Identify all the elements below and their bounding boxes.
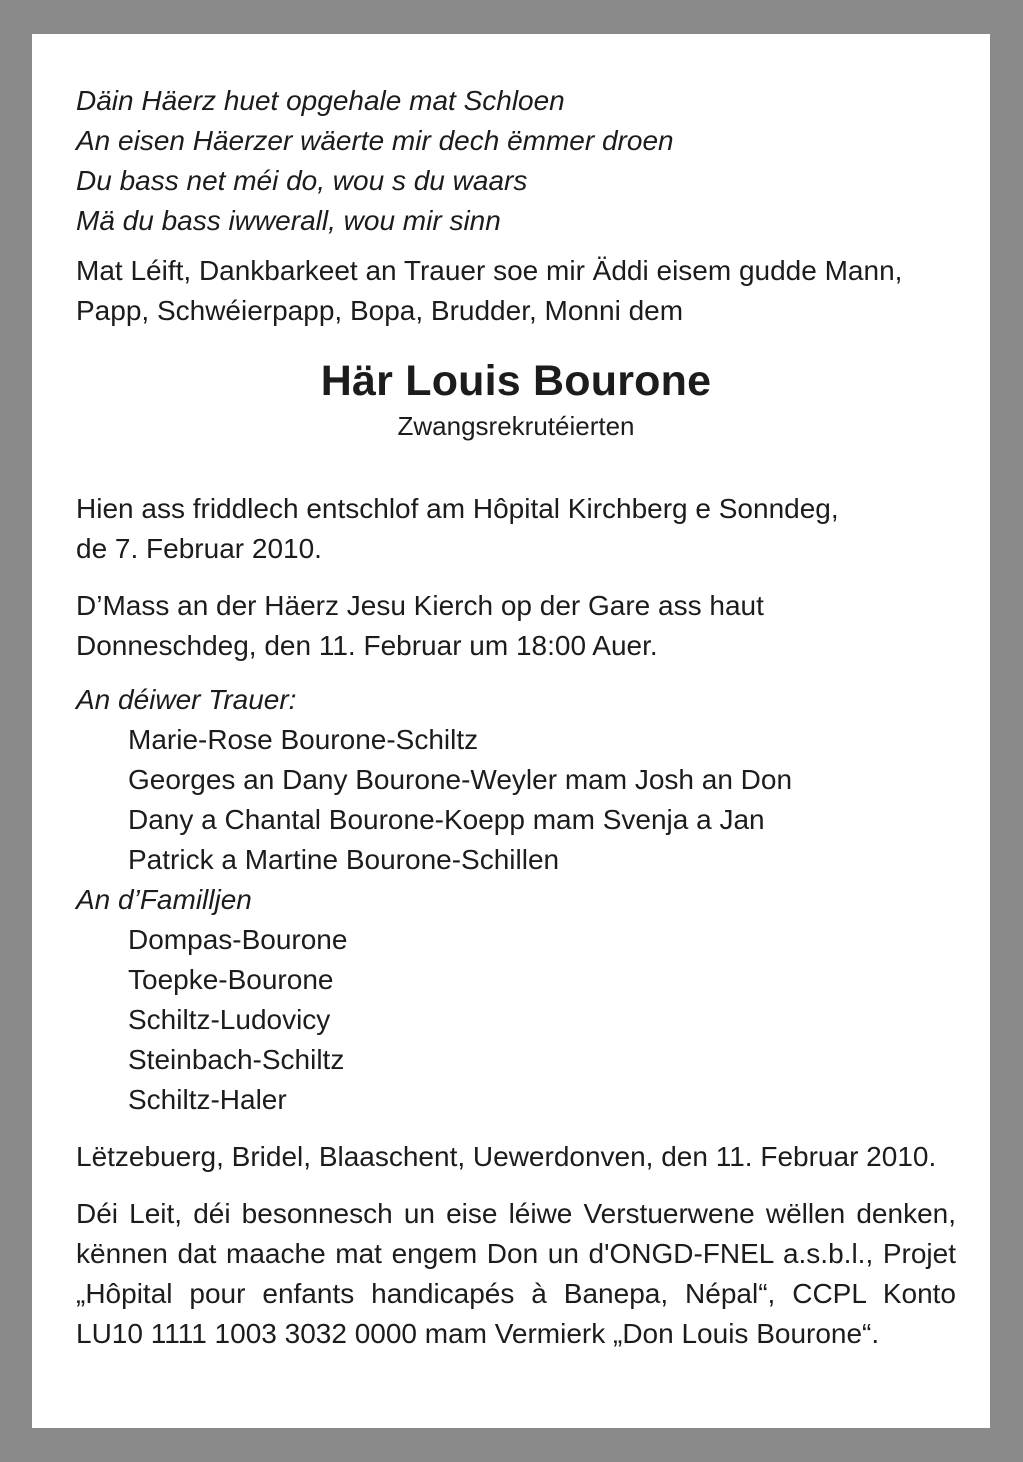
donation-notice (76, 1194, 956, 1354)
mourner-name: Marie-Rose Bourone-Schiltz (128, 724, 479, 755)
deceased-subtitle: Zwangsrekrutéierten (397, 411, 635, 441)
mourners-list (76, 680, 956, 1120)
notice-content (76, 81, 956, 1354)
poem (76, 81, 956, 241)
donation-line: „Hôpital pour enfants handicapés à Banepa, Népal“, CCPL Konto (76, 1278, 956, 1309)
family-name: Steinbach-Schiltz (128, 1044, 345, 1075)
death-notice-card (32, 34, 990, 1428)
family-name: Dompas-Bourone (128, 924, 348, 955)
family-name: Toepke-Bourone (128, 964, 334, 995)
mourner-name: Georges an Dany Bourone-Weyler mam Josh an Don (128, 764, 793, 795)
poem-line: An eisen Häerzer wäerte mir dech ëmmer droen (76, 125, 674, 156)
poem-line: Däin Häerz huet opgehale mat Schloen (76, 85, 565, 116)
place-date: Lëtzebuerg, Bridel, Blaaschent, Uewerdonven, den 11. Februar 2010. (76, 1141, 937, 1172)
death-notice (76, 489, 956, 569)
family-name: Schiltz-Ludovicy (128, 1004, 331, 1035)
death-notice-line: de 7. Februar 2010. (76, 533, 322, 564)
death-notice-line: Hien ass friddlech entschlof am Hôpital Kirchberg e Sonndeg, (76, 493, 839, 524)
mourner-name: Patrick a Martine Bourone-Schillen (128, 844, 560, 875)
donation-line: kënnen dat maache mat engem Don un d'ONGD-FNEL a.s.b.l., Projet (76, 1238, 956, 1269)
families-heading: An d’Familljen (76, 884, 252, 915)
intro-line: Papp, Schwéierpapp, Bopa, Brudder, Monni dem (76, 295, 684, 326)
mass-notice (76, 586, 956, 666)
mass-notice-line: Donneschdeg, den 11. Februar um 18:00 Auer. (76, 630, 658, 661)
mourner-name: Dany a Chantal Bourone-Koepp mam Svenja a Jan (128, 804, 765, 835)
intro-text (76, 251, 956, 331)
donation-line: Déi Leit, déi besonnesch un eise léiwe Verstuerwene wëllen denken, (76, 1198, 956, 1229)
poem-line: Mä du bass iwwerall, wou mir sinn (76, 205, 501, 236)
poem-line: Du bass net méi do, wou s du waars (76, 165, 528, 196)
family-name: Schiltz-Haler (128, 1084, 287, 1115)
intro-line: Mat Léift, Dankbarkeet an Trauer soe mir Äddi eisem gudde Mann, (76, 255, 903, 286)
deceased-name: Här Louis Bourone (320, 357, 712, 405)
donation-line: LU10 1111 1003 3032 0000 mam Vermierk „Don Louis Bourone“. (76, 1318, 880, 1349)
mourners-heading: An déiwer Trauer: (76, 684, 297, 715)
mass-notice-line: D’Mass an der Häerz Jesu Kierch op der Gare ass haut (76, 590, 764, 621)
